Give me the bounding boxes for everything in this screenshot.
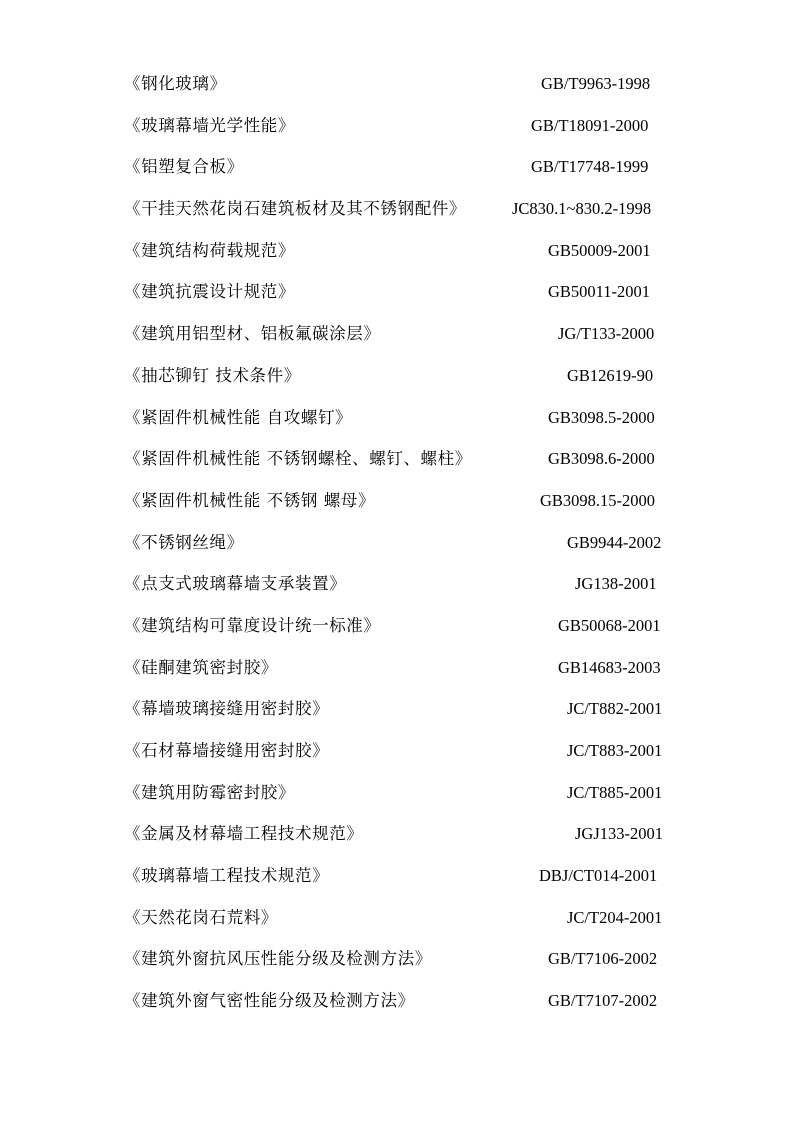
standard-title: 《玻璃幕墙光学性能》 bbox=[124, 115, 295, 135]
standard-row bbox=[124, 563, 684, 605]
standard-row bbox=[124, 688, 684, 730]
standard-title: 《幕墙玻璃接缝用密封胶》 bbox=[124, 699, 330, 719]
standard-code: GB3098.15-2000 bbox=[540, 490, 656, 510]
standard-title: 《建筑结构荷载规范》 bbox=[124, 240, 295, 260]
standard-row bbox=[124, 438, 684, 480]
standard-row bbox=[124, 105, 684, 147]
standard-title: 《玻璃幕墙工程技术规范》 bbox=[124, 866, 330, 886]
standard-code: GB50009-2001 bbox=[548, 240, 651, 260]
standard-code: JG138-2001 bbox=[575, 574, 657, 594]
standard-title: 《建筑抗震设计规范》 bbox=[124, 282, 295, 302]
standard-code: JGJ133-2001 bbox=[575, 824, 664, 844]
standard-code: GB/T17748-1999 bbox=[531, 157, 649, 177]
standard-row bbox=[124, 813, 684, 855]
standard-code: JC/T882-2001 bbox=[567, 699, 663, 719]
standard-row bbox=[124, 146, 684, 188]
standard-code: DBJ/CT014-2001 bbox=[539, 866, 658, 886]
standard-row bbox=[124, 980, 684, 1022]
standards-list bbox=[124, 63, 684, 1022]
standard-code: GB3098.5-2000 bbox=[548, 407, 655, 427]
standard-code: GB50011-2001 bbox=[548, 282, 651, 302]
standard-code: GB/T9963-1998 bbox=[541, 74, 651, 93]
standard-code: JC/T885-2001 bbox=[567, 782, 663, 802]
standard-code: GB/T7107-2002 bbox=[548, 991, 658, 1011]
standard-row bbox=[124, 480, 684, 522]
standard-row bbox=[124, 188, 684, 230]
standard-title: 《抽芯铆钉 技术条件》 bbox=[124, 365, 301, 385]
standard-code: JC/T204-2001 bbox=[567, 907, 663, 927]
standard-title: 《天然花岗石荒料》 bbox=[124, 907, 278, 927]
standard-code: GB50068-2001 bbox=[558, 615, 661, 635]
standard-row bbox=[124, 647, 684, 689]
standard-title: 《紧固件机械性能 不锈钢螺栓、螺钉、螺柱》 bbox=[124, 449, 472, 469]
standard-code: GB3098.6-2000 bbox=[548, 449, 655, 469]
standard-title: 《铝塑复合板》 bbox=[124, 157, 244, 177]
standard-code: JC830.1~830.2-1998 bbox=[512, 199, 652, 219]
standard-code: JG/T133-2000 bbox=[558, 324, 655, 344]
standard-title: 《建筑外窗气密性能分级及检测方法》 bbox=[124, 991, 415, 1011]
standard-code: GB14683-2003 bbox=[558, 657, 661, 677]
standard-code: GB9944-2002 bbox=[567, 532, 662, 552]
standard-title: 《紧固件机械性能 自攻螺钉》 bbox=[124, 407, 353, 427]
standard-title: 《钢化玻璃》 bbox=[124, 74, 227, 93]
standard-row bbox=[124, 522, 684, 564]
standard-code: GB/T7106-2002 bbox=[548, 949, 658, 969]
standard-row bbox=[124, 355, 684, 397]
standard-row bbox=[124, 313, 684, 355]
standard-row bbox=[124, 63, 684, 105]
standard-title: 《紧固件机械性能 不锈钢 螺母》 bbox=[124, 490, 376, 510]
standard-code: GB12619-90 bbox=[567, 365, 654, 385]
standard-title: 《硅酮建筑密封胶》 bbox=[124, 657, 278, 677]
standard-title: 《干挂天然花岗石建筑板材及其不锈钢配件》 bbox=[124, 199, 466, 219]
standard-title: 《建筑结构可靠度设计统一标准》 bbox=[124, 615, 381, 635]
standard-title: 《不锈钢丝绳》 bbox=[124, 532, 244, 552]
standard-title: 《建筑用防霉密封胶》 bbox=[124, 782, 295, 802]
standard-row bbox=[124, 730, 684, 772]
standard-row bbox=[124, 938, 684, 980]
standard-code: JC/T883-2001 bbox=[567, 741, 663, 760]
standard-row bbox=[124, 605, 684, 647]
standard-row bbox=[124, 230, 684, 272]
standard-title: 《金属及材幕墙工程技术规范》 bbox=[124, 824, 364, 844]
standard-row bbox=[124, 271, 684, 313]
standard-row bbox=[124, 397, 684, 439]
standard-row bbox=[124, 897, 684, 939]
standard-row bbox=[124, 855, 684, 897]
standard-title: 《石材幕墙接缝用密封胶》 bbox=[124, 741, 330, 760]
standard-title: 《建筑用铝型材、铝板氟碳涂层》 bbox=[124, 324, 381, 344]
standard-title: 《点支式玻璃幕墙支承装置》 bbox=[124, 574, 347, 594]
standard-title: 《建筑外窗抗风压性能分级及检测方法》 bbox=[124, 949, 432, 969]
standard-row bbox=[124, 772, 684, 814]
standard-code: GB/T18091-2000 bbox=[531, 115, 649, 135]
